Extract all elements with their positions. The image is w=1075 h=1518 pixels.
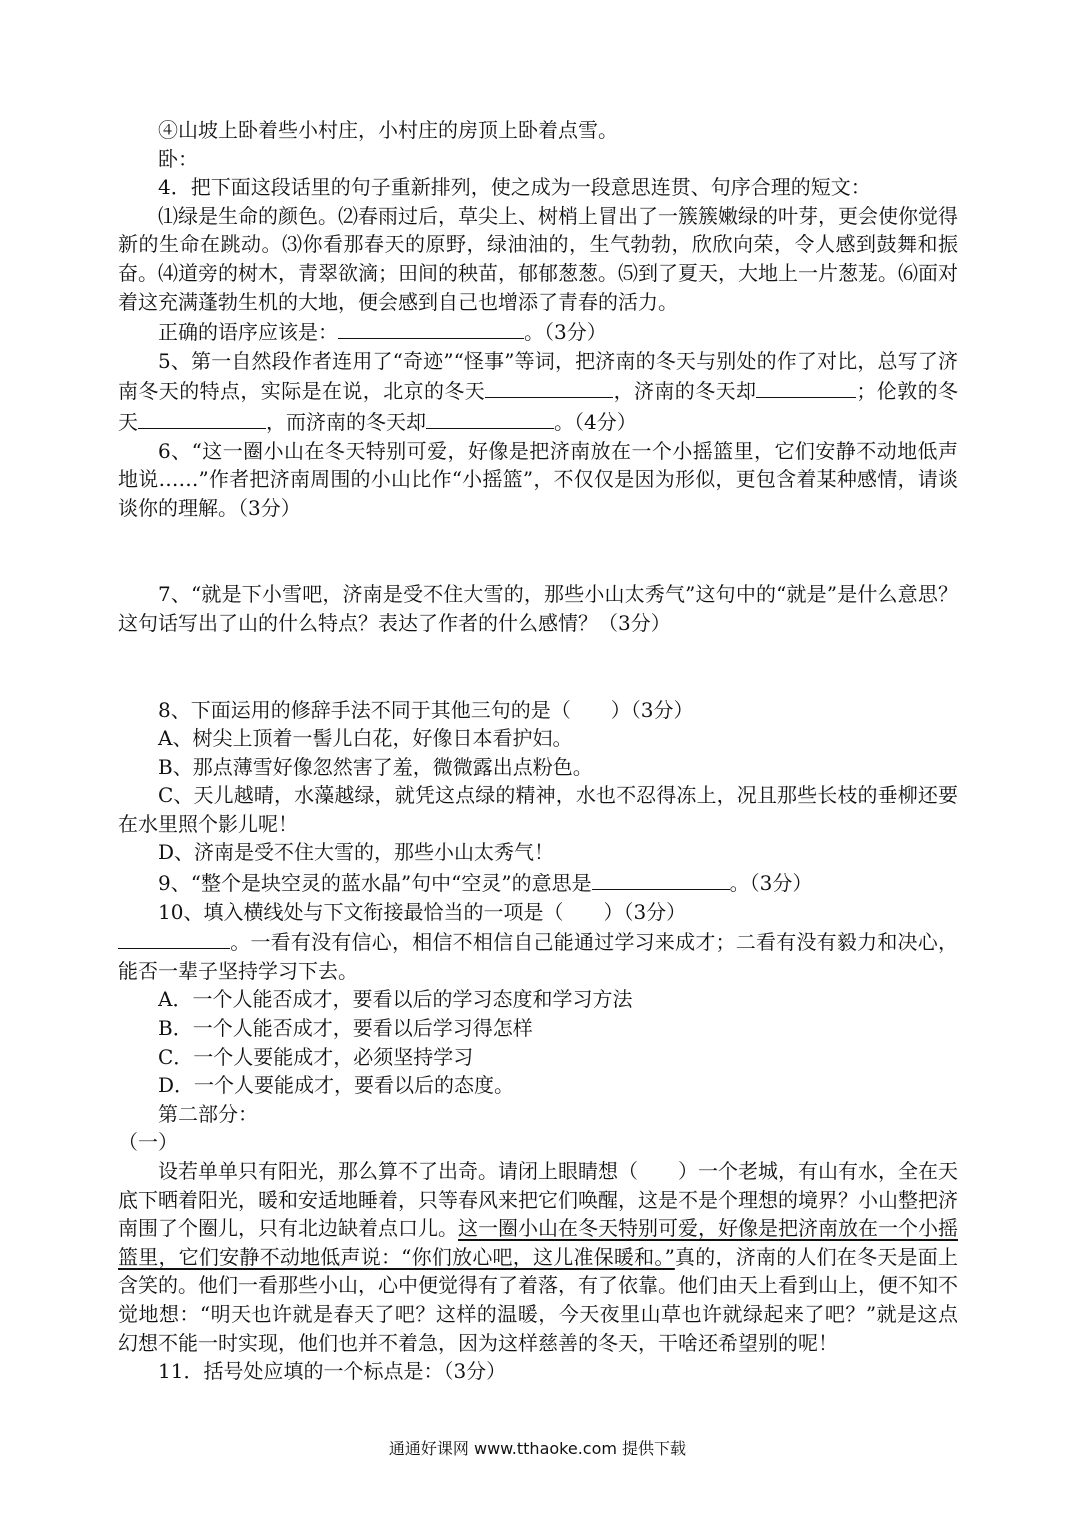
example-sentence-4: ④山坡上卧着些小村庄，小村庄的房顶上卧着点雪。 [158, 118, 618, 142]
answer-prompt: 正确的语序应该是： [158, 320, 338, 345]
q9-text: 9、“整个是块空灵的蓝水晶”句中“空灵”的意思是 [158, 871, 592, 896]
passage-part-a: 设若单单只有阳光，那么算不了出奇。请闭上眼睛想（ ）一个老城，有山有水，全在天底下晒着阳光，暖和安适地睡着，只等春风来把它们唤醒，这是不是个理想的境界？小山整把济南围了个圈儿，只有北边缺着点口儿。 [118, 1159, 958, 1241]
answer-blank-3[interactable] [138, 406, 266, 429]
question-11: 11．括号处应填的一个标点是：（3分） [158, 1359, 507, 1384]
q10-text: 。一看有没有信心，相信不相信自己能通过学习来成才；二看有没有毅力和决心，能否一辈子坚持学习下去。 [118, 930, 958, 983]
reading-passage [118, 1157, 958, 1357]
question-4: 4．把下面这段话里的句子重新排列，使之成为一段意思连贯、句序合理的短文： [158, 175, 871, 200]
answer-space-7[interactable] [118, 638, 958, 696]
answer-blank-2[interactable] [756, 375, 818, 398]
answer-blank-10[interactable] [118, 926, 230, 949]
question-6: 6、“这一圈小山在冬天特别可爱，好像是把济南放在一个小摇篮里，它们安静不动地低声地说……”作者把济南周围的小山比作“小摇篮”，不仅仅是因为形似，更包含着某种感情，请谈谈你的理解。（3分） [118, 438, 958, 520]
question-5 [118, 347, 958, 437]
document-body [118, 116, 958, 1386]
question-8: 8、下面运用的修辞手法不同于其他三句的是（ ）（3分） [158, 697, 694, 722]
page-footer: 通通好课网 www.tthaoke.com 提供下载 [388, 1439, 687, 1458]
passage-underlined: 这一圈小山在冬天特别可爱，好像是把济南放在一个小摇篮里，它们安静不动地低声说：“你们放心吧，这儿准保暖和。” [118, 1216, 958, 1269]
answer-blank[interactable] [338, 316, 524, 339]
q5-part-c: ；伦敦的冬天 [118, 379, 959, 434]
q5-part-b: ，济南的冬天却 [613, 379, 757, 404]
question-9 [118, 867, 958, 898]
answer-blank-2b[interactable] [818, 375, 856, 398]
question-10: 10、填入横线处与下文衔接最恰当的一项是（ ）（3分） [158, 899, 687, 924]
part-two-heading: 第二部分： [158, 1101, 258, 1126]
q9-score: 。（3分） [729, 871, 813, 896]
answer-blank-4[interactable] [426, 406, 554, 429]
section-one-heading: （一） [118, 1130, 178, 1155]
question-4-text: ⑴绿是生命的颜色。⑵春雨过后，草尖上、树梢上冒出了一簇簇嫩绿的叶芽，更会使你觉得新的生命在跳动。⑶你看那春天的原野，绿油油的，生气勃勃，欣欣向荣，令人感到鼓舞和振奋。⑷道旁的树木，青翠欲滴；田间的秧苗，郁郁葱葱。⑸到了夏天，大地上一片葱茏。⑹面对着这充满蓬勃生机的大地，便会感到自己也增添了青春的活力。 [118, 203, 958, 314]
passage-part-b: 真的，济南的人们在冬天是面上含笑的。他们一看那些小山，心中便觉得有了着落，有了依靠。他们由天上看到山上，便不知不觉地想：“明天也许就是春天了吧？这样的温暖，今天夜里山草也许就绿起来了吧？”就是这点幻想不能一时实现，他们也并不着急，因为这样慈善的冬天，干啥还希望别的呢！ [118, 1244, 959, 1355]
answer-label-wo: 卧： [158, 146, 198, 171]
option-10b: B．一个人能否成才，要看以后学习得怎样 [158, 1016, 533, 1041]
question-7: 7、“就是下小雪吧，济南是受不住大雪的，那些小山太秀气”这句中的“就是”是什么意思？这句话写出了山的什么特点？表达了作者的什么感情？（3分） [118, 582, 958, 635]
answer-blank-1[interactable] [485, 375, 613, 398]
answer-blank-9[interactable] [592, 867, 730, 890]
score-note: 。（3分） [524, 320, 607, 345]
q5-part-d: ，而济南的冬天却 [266, 409, 426, 434]
question-10-text [118, 926, 958, 985]
option-8a: A、树尖上顶着一髻儿白花，好像日本看护妇。 [158, 726, 573, 751]
option-8b: B、那点薄雪好像忽然害了羞，微微露出点粉色。 [158, 754, 593, 779]
q5-part-e: 。（4分） [554, 409, 637, 434]
question-4-answer [118, 316, 958, 347]
q5-part-a: 5、第一自然段作者连用了“奇迹”“怪事”等词，把济南的冬天与别处的作了对比，总写了济南冬天的特点，实际是在说，北京的冬天 [118, 348, 958, 404]
option-10a: A．一个人能否成才，要看以后的学习态度和学习方法 [158, 987, 633, 1012]
option-8d: D、济南是受不住大雪的，那些小山太秀气！ [158, 840, 555, 865]
answer-space-6[interactable] [118, 522, 958, 580]
option-8c: C、天儿越晴，水藻越绿，就凭这点绿的精神，水也不忍得冻上，况且那些长枝的垂柳还要在水里照个影儿呢！ [118, 783, 958, 836]
option-10d: D．一个人要能成才，要看以后的态度。 [158, 1073, 515, 1098]
option-10c: C．一个人要能成才，必须坚持学习 [158, 1044, 474, 1069]
